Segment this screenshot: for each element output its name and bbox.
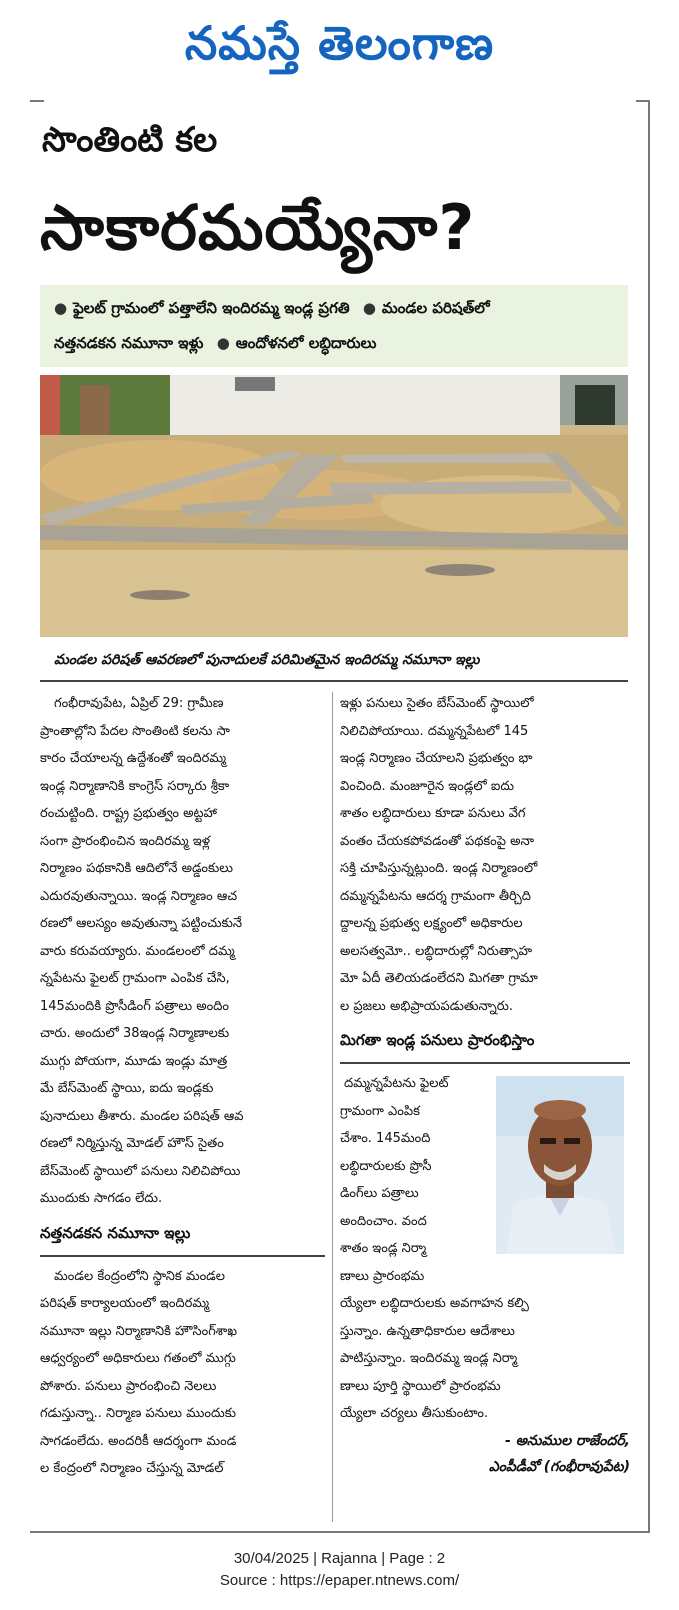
- foundation-illustration: [40, 375, 628, 637]
- text-line: ముందుకు సాగడం లేదు.: [40, 1191, 163, 1206]
- footer-date-line: 30/04/2025 | Rajanna | Page : 2: [233, 1550, 446, 1567]
- text-line: ఇండ్ల నిర్మాణానికి కాంగ్రెస్ సర్కారు శ్రీకా: [40, 778, 230, 794]
- text-line: వారు కరువయ్యారు. మండలంలో దమ్మ: [40, 943, 235, 959]
- text-line: ల కేంద్రంలో నిర్మాణం చేస్తున్న మోడల్: [40, 1461, 224, 1476]
- text-line: వించింది. మంజూరైన ఇండ్లలో ఐదు: [340, 778, 515, 794]
- text-line: అందించాం. వంద: [340, 1213, 427, 1229]
- text-line: పాటిస్తున్నాం. ఇందిరమ్మ ఇండ్ల నిర్మా: [340, 1351, 518, 1366]
- text-line: రణలో ఆలస్యం అవుతున్నా పట్టించుకునే: [40, 916, 242, 931]
- quote-narrow: [340, 1070, 630, 1290]
- column-divider: [332, 692, 333, 1522]
- frame-corner-left: [30, 100, 44, 102]
- text-line: గడుస్తున్నా.. నిర్మాణ పనులు ముందుకు: [40, 1406, 236, 1421]
- headline-main: సాకారమయ్యేనా?: [40, 191, 476, 264]
- quote-block: [340, 1070, 630, 1475]
- deck-line-1: [54, 291, 614, 326]
- text-line: ప్రాంతాల్లోని పేదల సొంతింటి కలను సా: [40, 723, 230, 739]
- text-line: మో ఏదీ తెలియడంలేదని మిగతా గ్రామా: [340, 971, 538, 986]
- text-line: య్యేలా చర్యలు తీసుకుంటాం.: [340, 1406, 489, 1421]
- text-line: నిలిచిపోయాయి. దమ్మన్నపేటలో 145: [340, 723, 529, 739]
- text-line: లబ్ధిదారులకు ప్రొసీ: [340, 1158, 432, 1174]
- left-subhead: నత్తనడకన నమూనా ఇల్లు: [40, 1213, 325, 1257]
- text-line: దమ్మన్నపేటను ఫైలట్: [344, 1076, 449, 1091]
- text-line: సాగడంలేదు. అందరికీ ఆదర్శంగా మండ: [40, 1433, 237, 1449]
- deck-line-2: [54, 326, 614, 361]
- text-line: ణాలు పూర్తి స్థాయిలో ప్రారంభమ: [340, 1378, 501, 1394]
- text-line: న్నపేటను ఫైలట్ గ్రామంగా ఎంపిక చేసి,: [40, 971, 230, 986]
- text-line: సక్తి చూపిస్తున్నట్లుంది. ఇండ్ల నిర్మాణంలో: [340, 861, 538, 876]
- text-line: మండల కేంద్రంలోని స్థానిక మండల: [54, 1268, 225, 1284]
- text-line: ఇండ్ల నిర్మాణం చేయాలని ప్రభుత్వం భా: [340, 751, 533, 766]
- text-line: శాతం లబ్ధిదారులు కూడా పనులు వేగ: [340, 806, 526, 821]
- text-line: స్తున్నాం. ఉన్నతాధికారుల ఆదేశాలు: [340, 1323, 515, 1339]
- text-line: సంగా ప్రారంభించిన ఇందిరమ్మ ఇళ్ల: [40, 833, 211, 849]
- footer-source-line: Source : https://epaper.ntnews.com/: [219, 1572, 460, 1589]
- frame-corner-right: [636, 100, 650, 102]
- text-line: ల ప్రజలు అభిప్రాయపడుతున్నారు.: [340, 998, 514, 1014]
- text-line: మే బేస్‌మెంట్ స్థాయి, ఐదు ఇండ్లకు: [40, 1081, 214, 1096]
- text-line: ఇళ్లు పనులు సైతం బేస్‌మెంట్ స్థాయిలో: [340, 696, 534, 711]
- text-line: డింగ్‌లు పత్రాలు: [340, 1186, 419, 1201]
- text-line: రంచుట్టింది. రాష్ట్ర ప్రభుత్వం అట్టహా: [40, 806, 217, 821]
- text-line: అలసత్వమో.. లబ్ధిదారుల్లో నిరుత్సాహ: [340, 943, 533, 959]
- bullet-icon: ●: [216, 334, 230, 352]
- quote-text: [340, 1070, 630, 1480]
- text-line: పోశారు. పనులు ప్రారంభించి నెలలు: [40, 1378, 217, 1394]
- deck-box: [40, 285, 628, 367]
- right-column: [340, 690, 630, 1475]
- frame-bottom-rule: [30, 1531, 650, 1533]
- text-line: రణలో నిర్మిస్తున్న మోడల్ హౌస్ సైతం: [40, 1136, 224, 1151]
- left-paragraph-2: [40, 1263, 325, 1483]
- left-column: [40, 690, 325, 1483]
- text-line: ఎదురవుతున్నాయి. ఇండ్ల నిర్మాణం ఆచ: [40, 888, 238, 904]
- text-line: ఆధ్వర్యంలో అధికారులు గతంలో ముగ్గు: [40, 1351, 236, 1366]
- text-line: య్యేలా లబ్ధిదారులకు అవగాహన కల్పి: [340, 1296, 529, 1311]
- text-line: ముగ్గు పోయగా, మూడు ఇండ్లు మాత్ర: [40, 1053, 228, 1069]
- masthead-title: నమస్తే తెలంగాణ: [184, 16, 495, 70]
- footer: [0, 1548, 679, 1592]
- text-line: నమూనా ఇల్లు నిర్మాణానికి హౌసింగ్‌శాఖ: [40, 1323, 238, 1339]
- text-line: ణాలు ప్రారంభమ: [340, 1268, 425, 1284]
- deck-item: నత్తనడకన నమూనా ఇళ్లు: [54, 334, 204, 352]
- deck-item: మండల పరిషత్‌లో: [381, 299, 490, 317]
- text-line: వంతం చేయకపోవడంతో పథకంపై అనా: [340, 833, 535, 849]
- text-line: శాతం ఇండ్ల నిర్మా: [340, 1241, 427, 1256]
- text-line: 145మందికి ప్రొసీడింగ్ పత్రాలు అందిం: [40, 998, 229, 1014]
- text-line: గ్రామంగా ఎంపిక: [340, 1103, 420, 1119]
- right-paragraph-1: [340, 690, 630, 1020]
- text-line: పరిషత్ కార్యాలయంలో ఇందిరమ్మ: [40, 1296, 210, 1311]
- bullet-icon: ●: [362, 299, 376, 317]
- text-line: బేస్‌మెంట్ స్థాయిలో పనులు నిలిచిపోయి: [40, 1163, 241, 1179]
- text-line: నిర్మాణం పథకానికి ఆదిలోనే అడ్డంకులు: [40, 861, 234, 876]
- signature-role: ఎంపీడీవో (గంభీరావుపేట): [488, 1458, 630, 1475]
- text-line: పునాదులు తీశారు. మండల పరిషత్ ఆవ: [40, 1108, 244, 1124]
- masthead: [0, 6, 679, 80]
- text-line: కారం చేయాలన్న ఉద్దేశంతో ఇందిరమ్మ: [40, 751, 227, 766]
- photo-caption: మండల పరిషత్ ఆవరణలో పునాదులకే పరిమితమైన ఇందిరమ్మ నమూనా ఇల్లు: [54, 652, 480, 668]
- text-line: చారు. అందులో 38ఇండ్ల నిర్మాణాలకు: [40, 1026, 230, 1041]
- text-line: గంభీరావుపేట, ఏప్రిల్ 29: గ్రామీణ: [54, 696, 224, 711]
- foundation-photo: [40, 375, 628, 637]
- caption-rule: [40, 680, 628, 682]
- left-paragraph-1: [40, 690, 325, 1213]
- deck-item: ఆందోళనలో లబ్ధిదారులు: [235, 334, 377, 352]
- text-line: దమ్మన్నపేటను ఆదర్శ గ్రామంగా తీర్చిది: [340, 888, 531, 904]
- right-subhead: మిగతా ఇండ్ల పనులు ప్రారంభిస్తాం: [340, 1020, 630, 1064]
- quote-wide: [340, 1290, 630, 1428]
- bullet-icon: ●: [54, 299, 68, 317]
- signature-name: - అనుముల రాజేందర్,: [505, 1432, 630, 1449]
- headline-kicker: సొంతింటి కల: [42, 120, 218, 160]
- text-line: చేశాం. 145మంది: [340, 1131, 431, 1146]
- deck-item: ఫైలట్ గ్రామంలో పత్తాలేని ఇందిరమ్మ ఇండ్ల ప్రగతి: [73, 299, 350, 317]
- text-line: ద్దాలన్న ప్రభుత్వ లక్ష్యంలో అధికారుల: [340, 916, 523, 931]
